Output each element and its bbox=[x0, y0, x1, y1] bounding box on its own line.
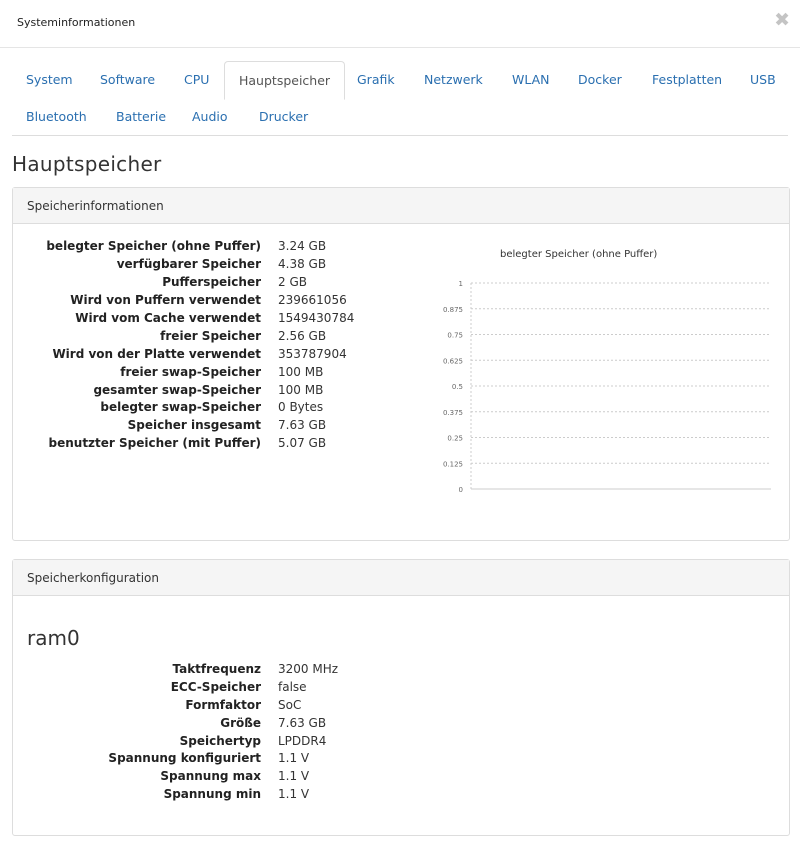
y-tick-label: 0.5 bbox=[451, 383, 463, 391]
y-tick-label: 0.875 bbox=[442, 305, 463, 314]
info-key: Pufferspeicher bbox=[162, 275, 261, 289]
close-icon[interactable]: ✖ bbox=[774, 9, 790, 31]
tab-usb[interactable]: USB bbox=[750, 72, 776, 87]
config-key: Spannung max bbox=[160, 769, 261, 783]
info-value: 7.63 GB bbox=[278, 418, 327, 432]
info-key: gesamter swap-Speicher bbox=[93, 383, 261, 397]
info-key: verfügbarer Speicher bbox=[116, 257, 261, 271]
info-key: Wird vom Cache verwendet bbox=[75, 311, 261, 325]
info-value: 353787904 bbox=[278, 347, 347, 361]
info-value: 5.07 GB bbox=[278, 436, 327, 450]
config-value: 1.1 V bbox=[278, 769, 310, 783]
y-tick-label: 1 bbox=[458, 280, 463, 288]
tab-bluetooth[interactable]: Bluetooth bbox=[26, 109, 87, 124]
info-value: 100 MB bbox=[278, 365, 324, 379]
tab-cpu[interactable]: CPU bbox=[184, 72, 210, 87]
memory-config-panel bbox=[12, 559, 790, 836]
config-key: ECC-Speicher bbox=[170, 680, 261, 694]
info-key: Speicher insgesamt bbox=[127, 418, 261, 432]
config-value: 3200 MHz bbox=[278, 662, 339, 676]
window-title: Systeminformationen bbox=[17, 16, 136, 29]
tab-docker[interactable]: Docker bbox=[578, 72, 622, 87]
config-value: false bbox=[278, 680, 307, 694]
y-tick-label: 0.125 bbox=[442, 460, 463, 469]
tab-system[interactable]: System bbox=[26, 72, 73, 87]
config-value: LPDDR4 bbox=[278, 734, 327, 748]
tab-software[interactable]: Software bbox=[100, 72, 156, 87]
y-tick-label: 0.625 bbox=[442, 357, 463, 366]
config-value: 7.63 GB bbox=[278, 716, 327, 730]
config-value: 1.1 V bbox=[278, 751, 310, 765]
tab-grafik[interactable]: Grafik bbox=[357, 72, 395, 87]
config-key: Speichertyp bbox=[179, 734, 261, 748]
tab-drucker[interactable]: Drucker bbox=[259, 109, 309, 124]
info-key: benutzter Speicher (mit Puffer) bbox=[48, 436, 261, 450]
tab-hauptspeicher[interactable]: Hauptspeicher bbox=[224, 61, 345, 100]
y-tick-label: 0 bbox=[458, 486, 463, 494]
info-key: Wird von Puffern verwendet bbox=[70, 293, 261, 307]
ram-device-title: ram0 bbox=[27, 626, 80, 650]
config-key: Taktfrequenz bbox=[172, 662, 261, 676]
config-value: 1.1 V bbox=[278, 787, 310, 801]
y-tick-label: 0.375 bbox=[442, 408, 463, 417]
info-value: 1549430784 bbox=[278, 311, 355, 325]
info-value: 2 GB bbox=[278, 275, 307, 289]
config-key: Größe bbox=[220, 716, 261, 730]
chart-title: belegter Speicher (ohne Puffer) bbox=[500, 249, 658, 260]
info-key: belegter swap-Speicher bbox=[100, 400, 261, 414]
memory-info-heading: Speicherinformationen bbox=[13, 188, 789, 224]
info-key: freier swap-Speicher bbox=[120, 365, 261, 379]
memory-usage-chart bbox=[413, 273, 773, 498]
tab-audio[interactable]: Audio bbox=[192, 109, 228, 124]
tab-batterie[interactable]: Batterie bbox=[116, 109, 167, 124]
config-key: Spannung konfiguriert bbox=[108, 751, 261, 765]
info-value: 0 Bytes bbox=[278, 400, 324, 414]
info-key: Wird von der Platte verwendet bbox=[52, 347, 261, 361]
config-value: SoC bbox=[278, 698, 302, 712]
tab-bar bbox=[12, 61, 788, 136]
memory-config-heading: Speicherkonfiguration bbox=[13, 560, 789, 596]
page-title: Hauptspeicher bbox=[12, 152, 162, 176]
memory-info-panel bbox=[12, 187, 790, 541]
config-key: Formfaktor bbox=[185, 698, 261, 712]
y-tick-label: 0.75 bbox=[447, 331, 463, 340]
info-value: 3.24 GB bbox=[278, 239, 327, 253]
info-value: 100 MB bbox=[278, 383, 324, 397]
config-key: Spannung min bbox=[163, 787, 261, 801]
tab-festplatten[interactable]: Festplatten bbox=[652, 72, 723, 87]
y-tick-label: 0.25 bbox=[447, 434, 463, 443]
info-key: belegter Speicher (ohne Puffer) bbox=[46, 239, 261, 253]
tab-netzwerk[interactable]: Netzwerk bbox=[424, 72, 483, 87]
info-key: freier Speicher bbox=[160, 329, 261, 343]
tab-wlan[interactable]: WLAN bbox=[512, 72, 550, 87]
modal-header bbox=[0, 0, 800, 48]
info-value: 2.56 GB bbox=[278, 329, 327, 343]
info-value: 4.38 GB bbox=[278, 257, 327, 271]
info-value: 239661056 bbox=[278, 293, 347, 307]
